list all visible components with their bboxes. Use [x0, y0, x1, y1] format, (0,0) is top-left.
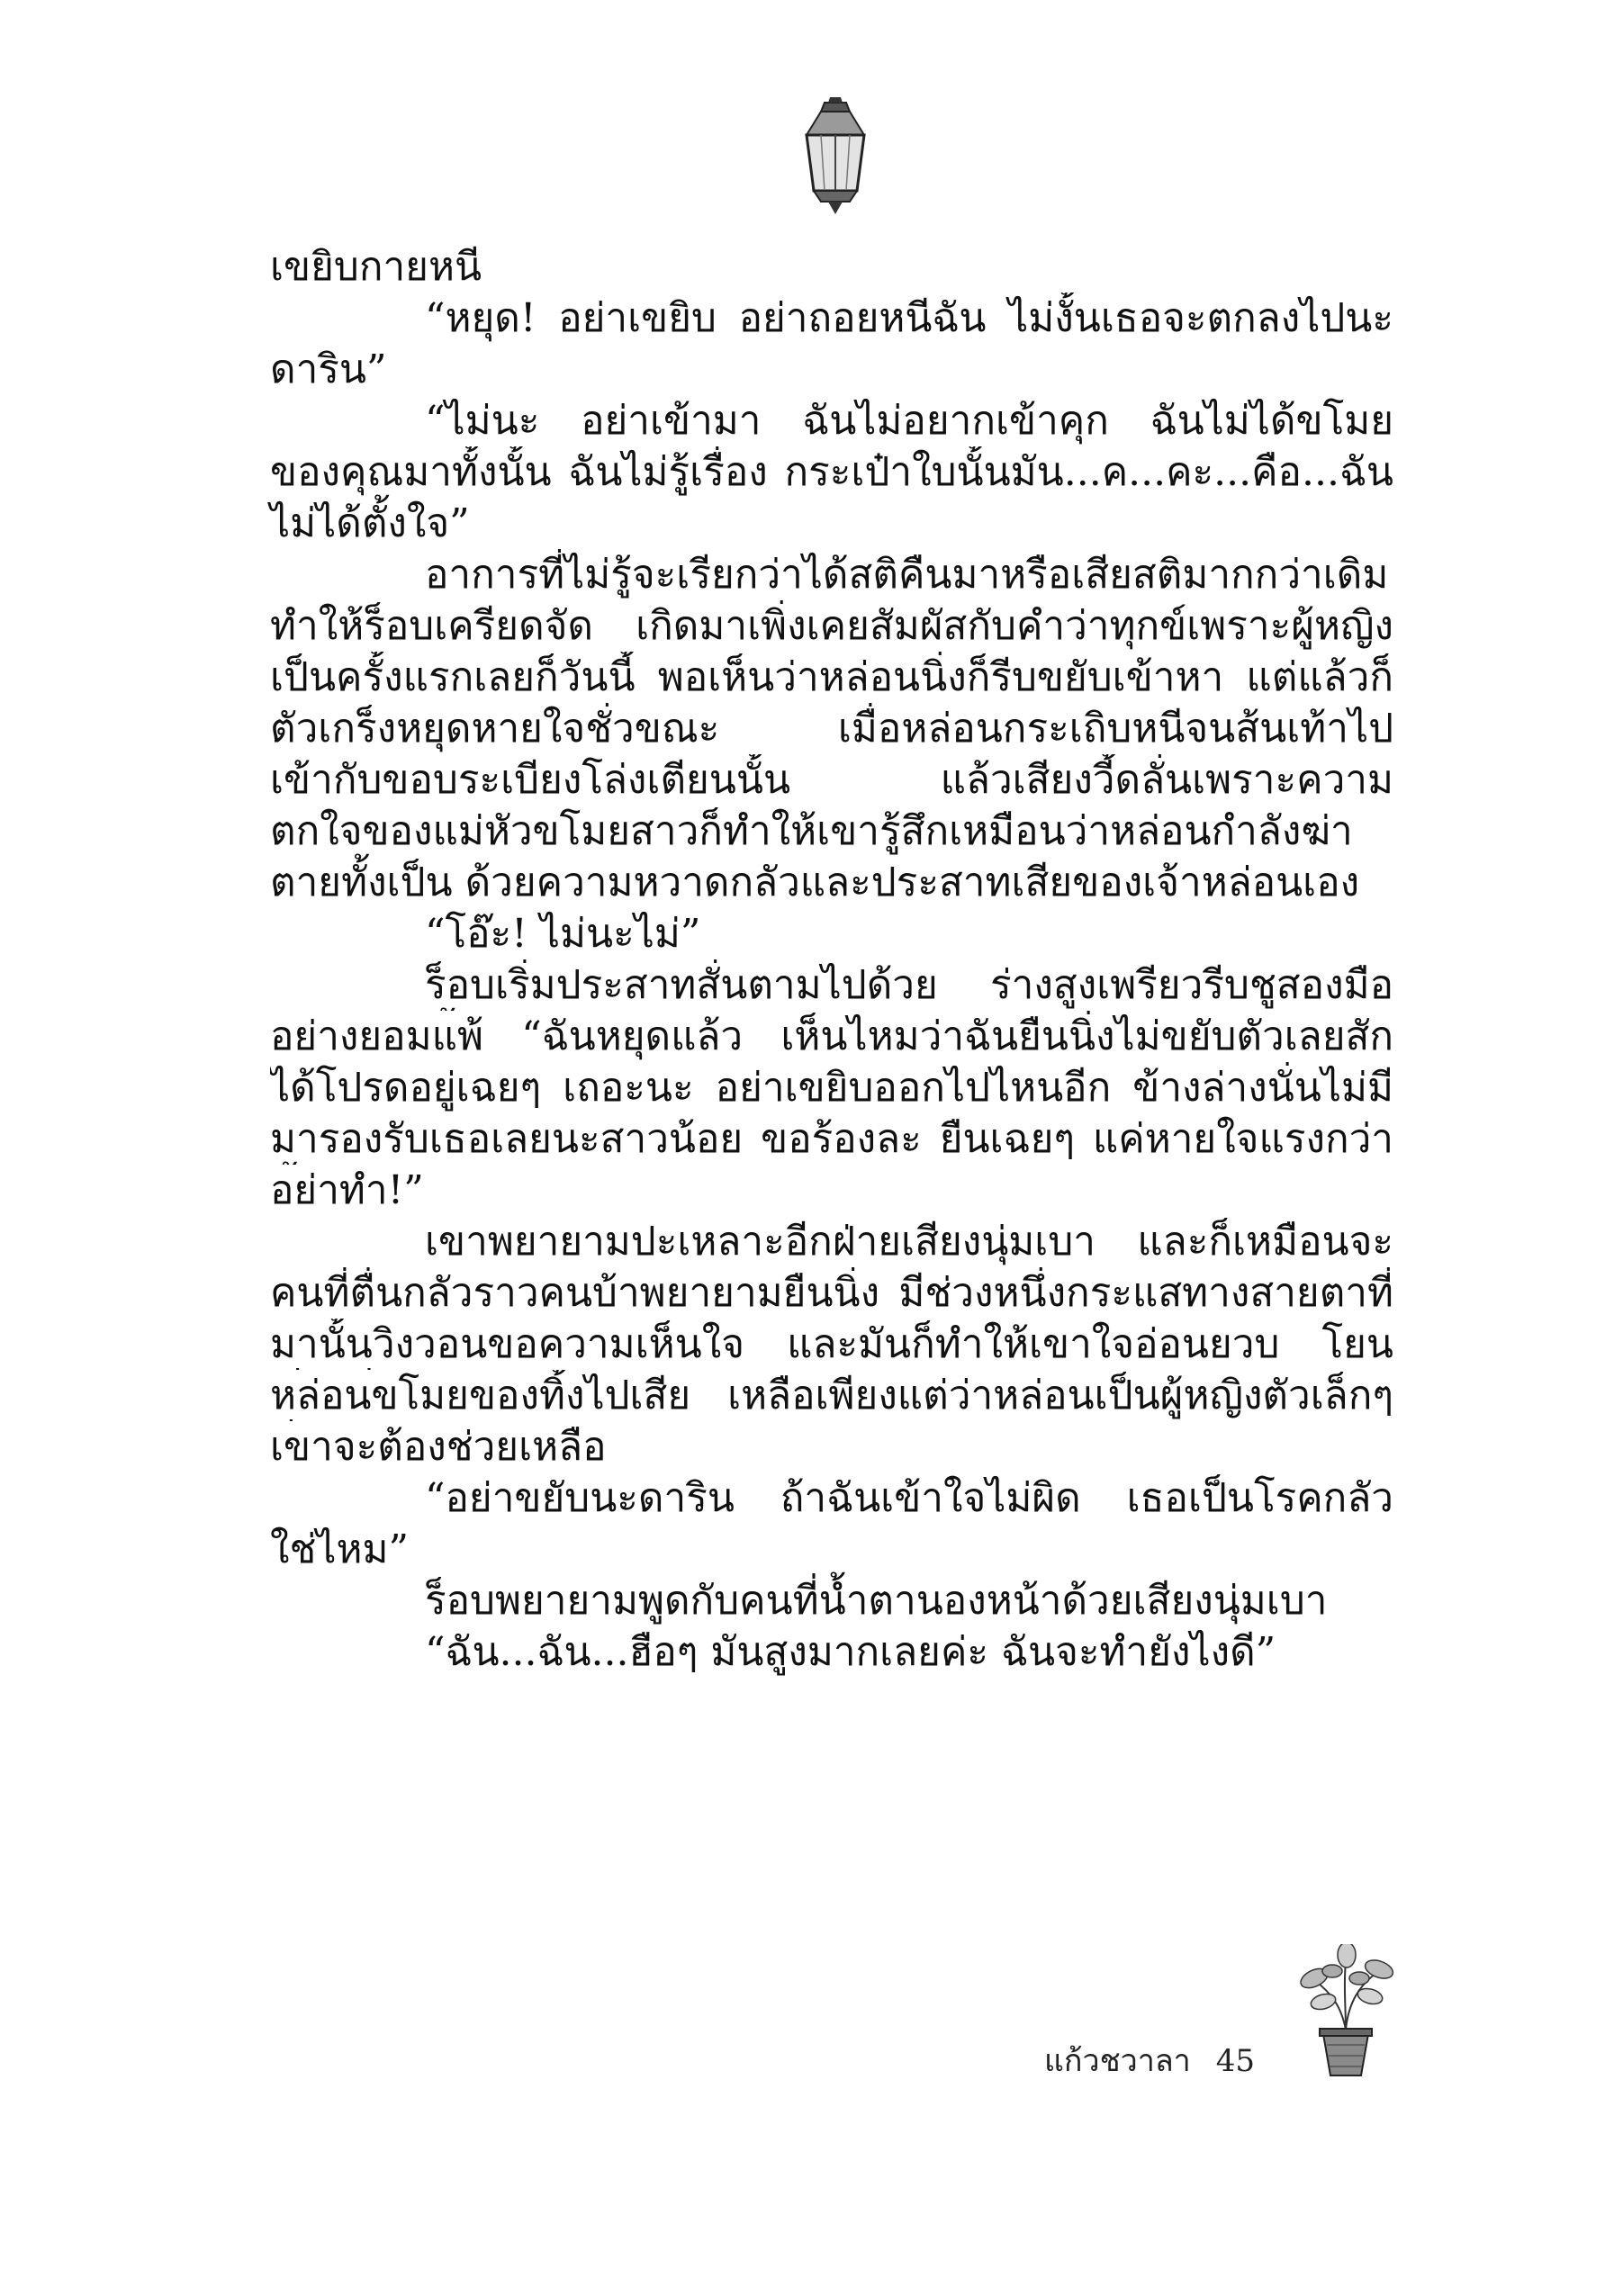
- text-line: มานั้นวิงวอนขอความเห็นใจ และมันก็ทำให้เขาใจอ่อนยวบ โยน: [270, 1321, 1393, 1367]
- text-line: อาการที่ไม่รู้จะเรียกว่าได้สติคืนมาหรือเสียสติมากกว่าเดิม: [425, 552, 1389, 598]
- text-line: “โอ๊ะ! ไม่นะไม่”: [425, 911, 701, 957]
- text-line: “หยุด! อย่าเขยิบ อย่าถอยหนีฉัน ไม่งั้นเธอจะตกลงไปนะ: [425, 295, 1393, 341]
- text-line: “ฉัน...ฉัน...ฮือๆ มันสูงมากเลยค่ะ ฉันจะทำยังไงดี”: [425, 1629, 1276, 1675]
- page-number: 45: [1215, 2043, 1256, 2079]
- text-line: หล่อนขโมยของทิ้งไปเสีย เหลือเพียงแต่ว่าหล่อนเป็นผู้หญิงตัวเล็กๆ: [270, 1373, 1393, 1418]
- text-line: ทำให้ร็อบเครียดจัด เกิดมาเพิ่งเคยสัมผัสกับคำว่าทุกข์เพราะผู้หญิง: [270, 603, 1393, 649]
- text-line: เขาจะต้องช่วยเหลือ: [270, 1424, 607, 1470]
- text-line: มารองรับเธอเลยนะสาวน้อย ขอร้องละ ยืนเฉยๆ แค่หายใจแรงกว่า: [270, 1116, 1393, 1162]
- text-line: เขาพยายามปะเหลาะอีกฝ่ายเสียงนุ่มเบา และก็เหมือนจะ: [425, 1219, 1393, 1265]
- text-line: ได้โปรดอยู่เฉยๆ เถอะนะ อย่าเขยิบออกไปไหนอีก ข้างล่างนั่นไม่มี: [270, 1065, 1393, 1111]
- text-line: เข้ากับขอบระเบียงโล่งเตียนนั้น แล้วเสียงวี้ดลั่นเพราะความ: [270, 757, 1393, 803]
- body-text: [270, 241, 1393, 1678]
- text-line: คนที่ตื่นกลัวราวคนบ้าพยายามยืนนิ่ง มีช่วงหนึ่งกระแสทางสายตาที่: [270, 1270, 1393, 1316]
- potted-plant-icon: [1296, 1944, 1395, 2079]
- text-line: ตายทั้งเป็น ด้วยความหวาดกลัวและประสาทเสียของเจ้าหล่อนเอง: [270, 860, 1360, 905]
- text-line: อย่างยอมแพ้ “ฉันหยุดแล้ว เห็นไหมว่าฉันยืนนิ่งไม่ขยับตัวเลยสัก: [270, 1013, 1393, 1059]
- book-title: แก้วชวาลา: [1044, 2043, 1191, 2079]
- text-line: เป็นครั้งแรกเลยก็วันนี้ พอเห็นว่าหล่อนนิ่งก็รีบขยับเข้าหา แต่แล้วก็: [270, 654, 1393, 700]
- text-line: ตัวเกร็งหยุดหายใจชั่วขณะ เมื่อหล่อนกระเถิบหนีจนส้นเท้าไป: [270, 706, 1393, 752]
- lantern-icon: [798, 97, 873, 214]
- text-line: ใช่ไหม”: [270, 1526, 409, 1572]
- text-line: ของคุณมาทั้งนั้น ฉันไม่รู้เรื่อง กระเป๋าใบนั้นมัน...ค...คะ...คือ...ฉัน: [270, 449, 1393, 495]
- text-line: ตกใจของแม่หัวขโมยสาวก็ทำให้เขารู้สึกเหมือนว่าหล่อนกำลังฆ่า: [270, 808, 1353, 854]
- text-line: ร็อบเริ่มประสาทสั่นตามไปด้วย ร่างสูงเพรียวรีบชูสองมือ: [425, 962, 1393, 1008]
- text-line: เขยิบกายหนี: [270, 244, 482, 290]
- text-line: “อย่าขยับนะดาริน ถ้าฉันเข้าใจไม่ผิด เธอเป็นโรคกลัว: [425, 1475, 1393, 1521]
- page-footer: [1044, 2036, 1255, 2084]
- text-line: “ไม่นะ อย่าเข้ามา ฉันไม่อยากเข้าคุก ฉันไม่ได้ขโมย: [425, 398, 1393, 444]
- text-line: อย่าทำ!”: [270, 1167, 424, 1213]
- text-line: ไม่ได้ตั้งใจ”: [270, 500, 470, 546]
- text-line: ร็อบพยายามพูดกับคนที่น้ำตานองหน้าด้วยเสียงนุ่มเบา: [425, 1578, 1328, 1624]
- text-line: ดาริน”: [270, 347, 387, 392]
